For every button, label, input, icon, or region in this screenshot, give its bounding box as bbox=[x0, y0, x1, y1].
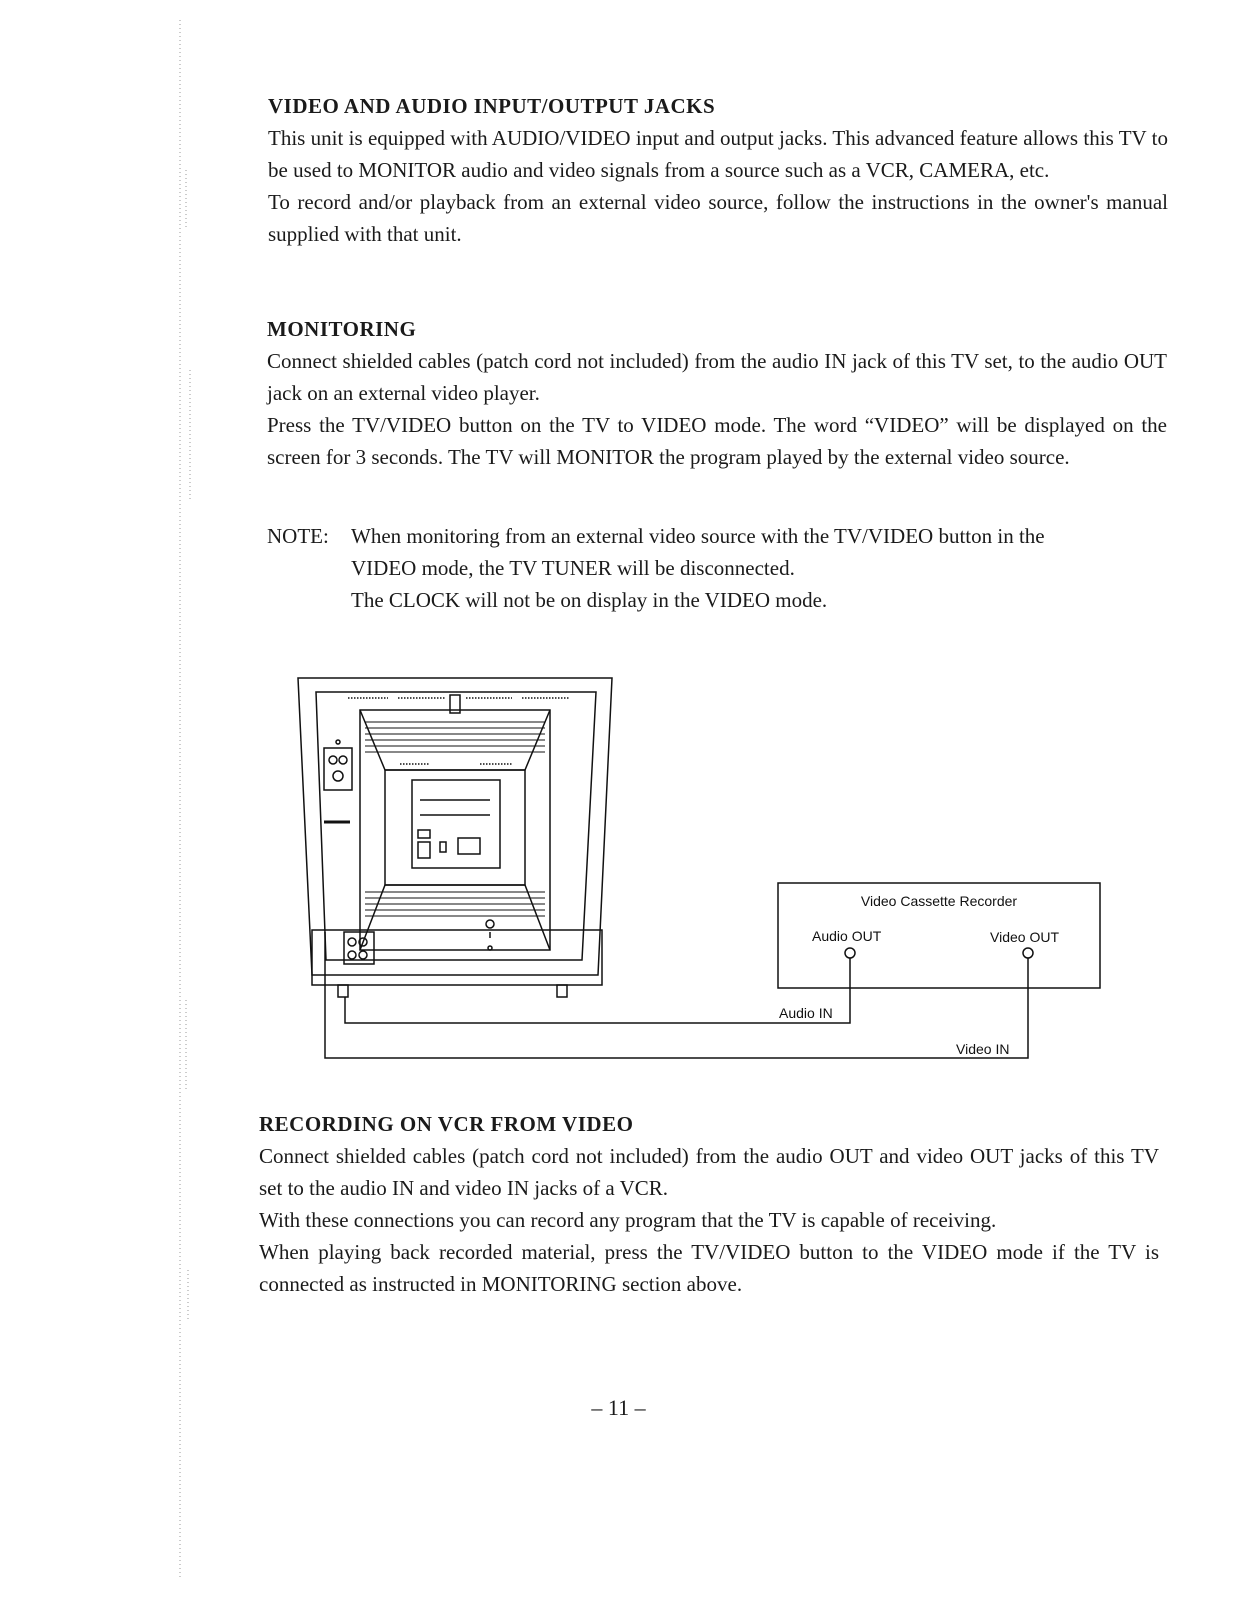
scan-marks bbox=[178, 0, 198, 1600]
paragraph-recording-2: With these connections you can record any program that the TV is capable of receiving. bbox=[259, 1208, 997, 1232]
paragraph-monitoring-2: Press the TV/VIDEO button on the TV to VIDEO mode. The word “VIDEO” will be displayed on the screen for 3 seconds. The TV will MONITOR the program played by the external video source. bbox=[267, 413, 1167, 469]
connection-diagram bbox=[290, 670, 1110, 1070]
paragraph-video-audio-2: To record and/or playback from an external video source, follow the instructions in the owner's manual supplied with that unit. bbox=[268, 190, 1168, 246]
section-monitoring bbox=[267, 315, 1167, 473]
video-cable bbox=[325, 932, 1028, 1058]
vcr-audio-out-jack bbox=[845, 948, 855, 958]
rear-jack-panel bbox=[344, 932, 374, 964]
paragraph-monitoring-1: Connect shielded cables (patch cord not included) from the audio IN jack of this TV set, to the audio OUT jack on an external video player. bbox=[267, 349, 1167, 405]
vcr-title: Video Cassette Recorder bbox=[860, 893, 1018, 909]
vcr-audio-out-label: Audio OUT bbox=[812, 928, 882, 944]
note-line-2: VIDEO mode, the TV TUNER will be disconnected. bbox=[351, 556, 795, 580]
heading-monitoring: MONITORING bbox=[267, 317, 417, 341]
vcr-video-out-jack bbox=[1023, 948, 1033, 958]
note-line-1: When monitoring from an external video source with the TV/VIDEO button in the bbox=[351, 524, 1045, 548]
audio-in-label: Audio IN bbox=[779, 1005, 833, 1021]
paragraph-recording-3: When playing back recorded material, press the TV/VIDEO button to the VIDEO mode if the TV is connected as instructed in MONITORING section above. bbox=[259, 1240, 1159, 1296]
section-recording bbox=[259, 1110, 1159, 1300]
note-line-3: The CLOCK will not be on display in the VIDEO mode. bbox=[351, 588, 828, 612]
page-number: – 11 – bbox=[591, 1395, 646, 1420]
heading-video-audio: VIDEO AND AUDIO INPUT/OUTPUT JACKS bbox=[268, 94, 716, 118]
heading-recording: RECORDING ON VCR FROM VIDEO bbox=[259, 1112, 634, 1136]
vcr-video-out-label: Video OUT bbox=[990, 929, 1059, 945]
section-video-audio bbox=[268, 92, 1168, 250]
paragraph-video-audio-1: This unit is equipped with AUDIO/VIDEO input and output jacks. This advanced feature allows this TV to be used to MONITOR audio and video signals from a source such as a VCR, CAMERA, etc. bbox=[268, 126, 1168, 182]
video-in-label: Video IN bbox=[956, 1041, 1010, 1057]
note-label: NOTE: bbox=[267, 524, 329, 548]
audio-cable bbox=[345, 958, 850, 1023]
side-jack-panel bbox=[324, 748, 352, 790]
paragraph-recording-1: Connect shielded cables (patch cord not included) from the audio OUT and video OUT jacks of this TV set to the audio IN and video IN jacks of a VCR. bbox=[259, 1144, 1159, 1200]
